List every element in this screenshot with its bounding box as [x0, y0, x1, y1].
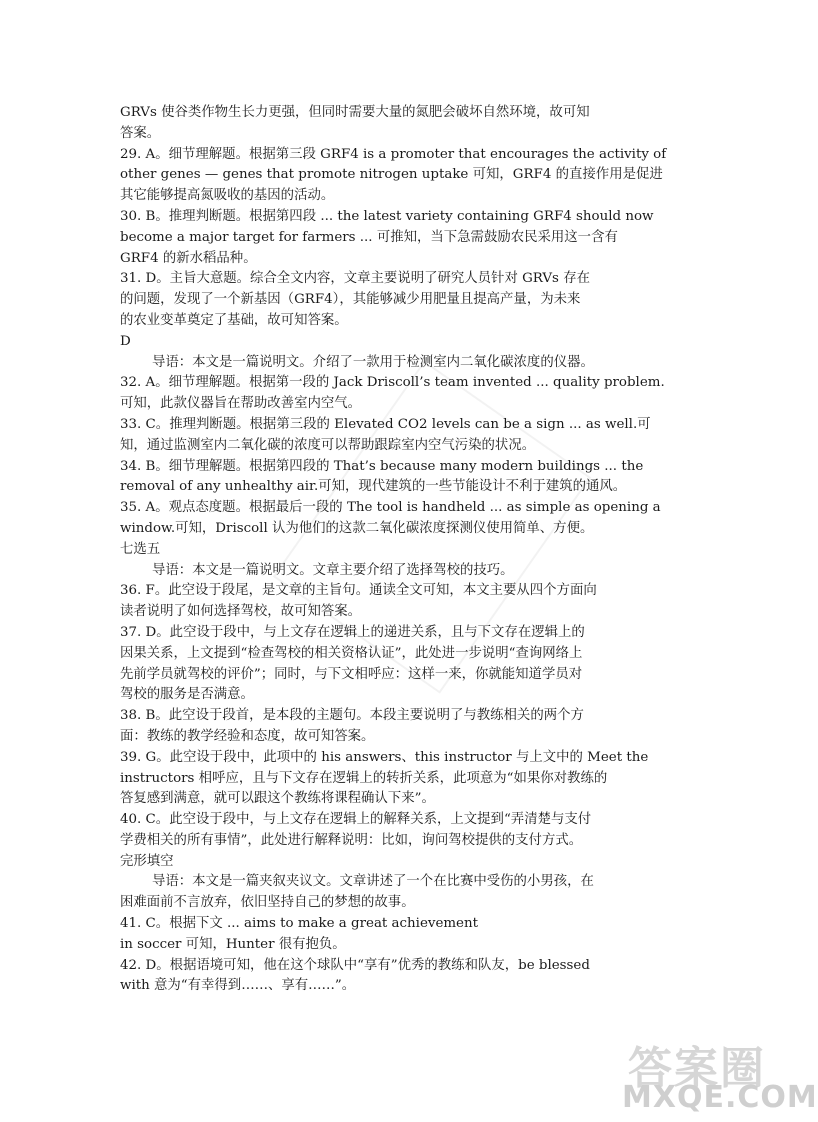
text-line: 读者说明了如何选择驾校，故可知答案。 — [120, 604, 362, 620]
text-line: 34. B。细节理解题。根据第四段的 That’s because many modern buildings ... the — [120, 458, 644, 474]
text-line: 导语：本文是一篇说明文。文章主要介绍了选择驾校的技巧。 — [152, 562, 514, 578]
text-line: 可知，此款仪器旨在帮助改善室内空气。 — [120, 396, 362, 412]
text-line: 七选五 — [120, 541, 161, 557]
text-line: 33. C。推理判断题。根据第三段的 Elevated CO2 levels can be a sign ... as well.可 — [120, 416, 651, 432]
text-line: 的农业变革奠定了基础，故可知答案。 — [120, 312, 348, 328]
text-line: 32. A。细节理解题。根据第一段的 Jack Driscoll’s team invented ... quality problem. — [120, 375, 665, 391]
text-line: removal of any unhealthy air.可知，现代建筑的一些节能设计不利于建筑的通风。 — [120, 479, 627, 495]
text-line: 答案。 — [120, 125, 161, 141]
text-line: other genes — genes that promote nitrogen uptake 可知，GRF4 的直接作用是促进 — [120, 167, 663, 183]
text-line: with 意为“有幸得到……、享有……”。 — [120, 978, 356, 994]
text-line: 40. C。此空设于段中，与上文存在逻辑上的解释关系，上文提到“弄清楚与支付 — [120, 812, 592, 828]
text-line: 29. A。细节理解题。根据第三段 GRF4 is a promoter that encourages the activity of — [120, 146, 667, 162]
text-line: window.可知，Driscoll 认为他们的这款二氧化碳浓度探测仪使用简单、方便。 — [120, 520, 594, 536]
text-line: become a major target for farmers ... 可推知，当下急需鼓励农民采用这一含有 — [120, 229, 618, 245]
text-line: instructors 相呼应，且与下文存在逻辑上的转折关系，此项意为“如果你对教练的 — [120, 770, 608, 786]
text-line: 完形填空 — [120, 853, 174, 869]
text-line: 42. D。根据语境可知，他在这个球队中“享有”优秀的教练和队友，be blessed — [120, 957, 590, 973]
text-line: GRF4 的新水稻品种。 — [120, 250, 257, 266]
document-body — [120, 103, 680, 997]
text-line: 导语：本文是一篇夹叙夹议文。文章讲述了一个在比赛中受伤的小男孩，在 — [152, 874, 594, 890]
text-line: 37. D。此空设于段中，与上文存在逻辑上的递进关系，且与下文存在逻辑上的 — [120, 624, 585, 640]
text-line: 因果关系，上文提到“检查驾校的相关资格认证”，此处进一步说明“查询网络上 — [120, 645, 583, 661]
text-line: 面：教练的教学经验和态度，故可知答案。 — [120, 728, 375, 744]
text-line: 36. F。此空设于段尾，是文章的主旨句。通读全文可知，本文主要从四个方面向 — [120, 583, 597, 599]
text-line: 知，通过监测室内二氧化碳的浓度可以帮助跟踪室内空气污染的状况。 — [120, 437, 536, 453]
text-line: 41. C。根据下文 ... aims to make a great achievement — [120, 916, 478, 932]
watermark-url: MXQE.COM — [622, 1080, 818, 1115]
text-line: in soccer 可知，Hunter 很有抱负。 — [120, 936, 346, 952]
text-line: 困难面前不言放弃，依旧坚持自己的梦想的故事。 — [120, 895, 415, 911]
text-line: D — [120, 333, 131, 349]
text-line: 的问题，发现了一个新基因（GRF4），其能够减少用肥量且提高产量，为未来 — [120, 292, 581, 308]
text-line: 38. B。此空设于段首，是本段的主题句。本段主要说明了与教练相关的两个方 — [120, 708, 584, 724]
text-line: 学费相关的所有事情”，此处进行解释说明：比如，询问驾校提供的支付方式。 — [120, 832, 583, 848]
text-line: 答复感到满意，就可以跟这个教练将课程确认下来”。 — [120, 791, 435, 807]
text-line: 其它能够提高氮吸收的基因的活动。 — [120, 188, 335, 204]
text-line: 导语：本文是一篇说明文。介绍了一款用于检测室内二氧化碳浓度的仪器。 — [152, 354, 594, 370]
text-line: 30. B。推理判断题。根据第四段 ... the latest variety containing GRF4 should now — [120, 208, 654, 224]
site-watermark — [600, 1032, 818, 1117]
text-line: 31. D。主旨大意题。综合全文内容，文章主要说明了研究人员针对 GRVs 存在 — [120, 271, 590, 287]
text-line: 35. A。观点态度题。根据最后一段的 The tool is handheld ... as simple as opening a — [120, 500, 661, 516]
text-line: 先前学员就驾校的评价”；同时，与下文相呼应：这样一来，你就能知道学员对 — [120, 666, 583, 682]
text-line: GRVs 使谷类作物生长力更强，但同时需要大量的氮肥会破坏自然环境，故可知 — [120, 105, 590, 120]
watermark-logo-text: 答案圈 — [628, 1043, 766, 1094]
text-line: 驾校的服务是否满意。 — [120, 687, 254, 703]
text-line: 39. G。此空设于段中，此项中的 his answers、this instructor 与上文中的 Meet the — [120, 749, 649, 765]
